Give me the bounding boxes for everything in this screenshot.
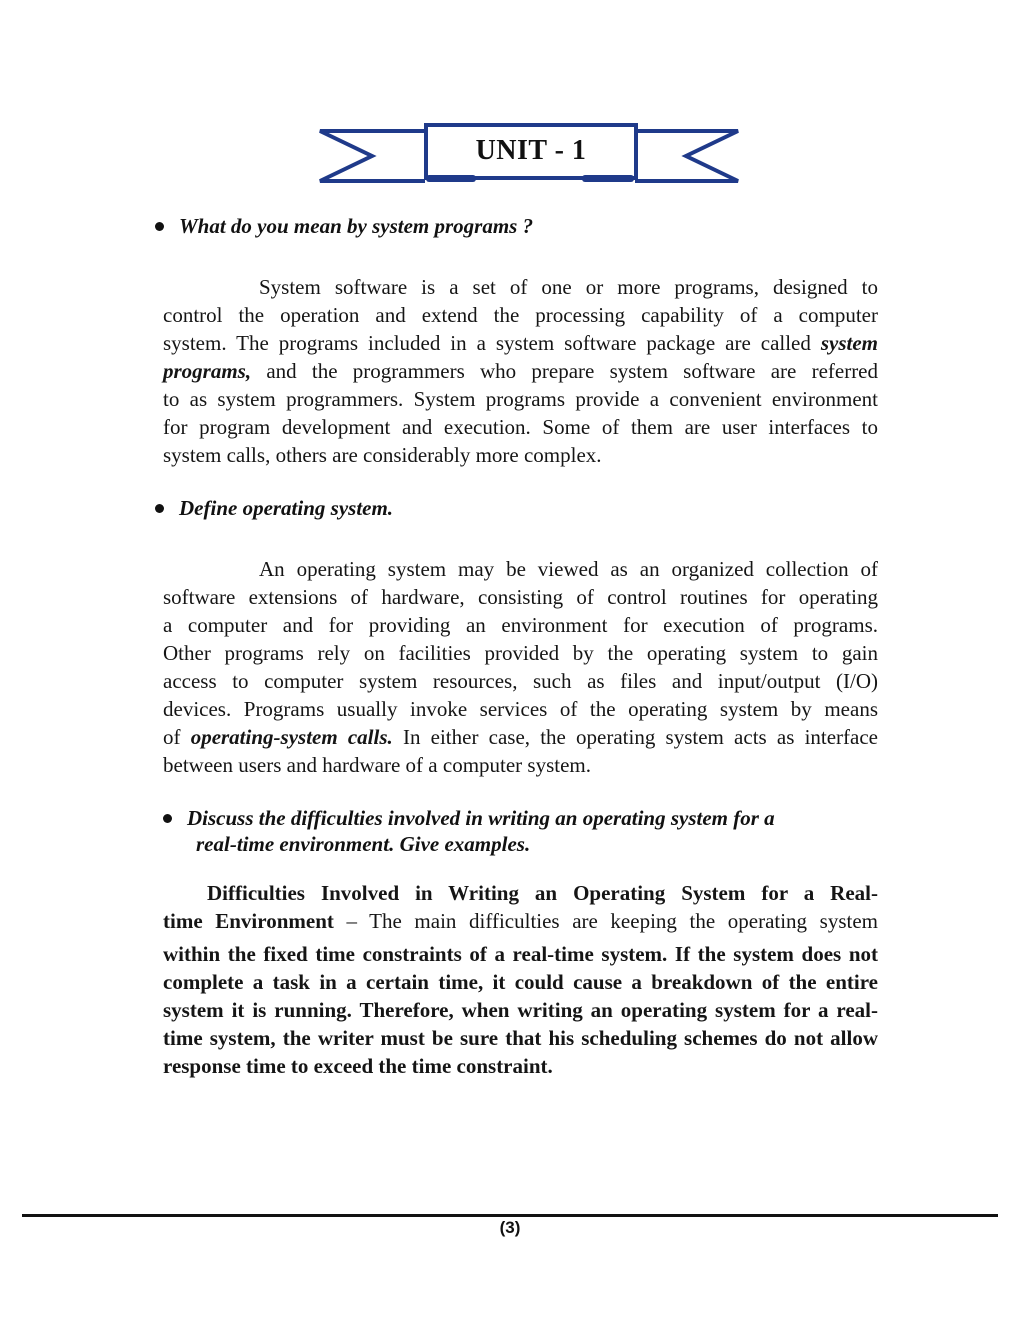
answer-line: for program development and execution. Some of them are user interfaces to bbox=[163, 415, 878, 439]
question-line: real-time environment. Give examples. bbox=[196, 832, 531, 856]
answer-heading-line: Difficulties Involved in Writing an Operating System for a Real- bbox=[207, 881, 878, 905]
answer-line: devices. Programs usually invoke services of the operating system by means bbox=[163, 697, 878, 721]
answer-line: a computer and for providing an environment for execution of programs. bbox=[163, 613, 878, 637]
answer-line: Other programs rely on facilities provided by the operating system to gain bbox=[163, 641, 878, 665]
answer-system-programs bbox=[163, 273, 878, 469]
bullet-icon bbox=[155, 504, 164, 513]
page-number: (3) bbox=[499, 1218, 521, 1237]
answer-line: to as system programmers. System programs provide a convenient environment bbox=[163, 387, 878, 411]
answer-text: system. The programs included in a system software package are called bbox=[163, 331, 811, 355]
answer-line: software extensions of hardware, consisting of control routines for operating bbox=[163, 585, 878, 609]
emphasis-term: programs, bbox=[163, 359, 252, 383]
answer-heading: time Environment bbox=[163, 909, 334, 933]
answer-line: control the operation and extend the processing capability of a computer bbox=[163, 303, 878, 327]
question-define-os bbox=[155, 496, 393, 521]
answer-line: within the fixed time constraints of a real-time system. If the system does not bbox=[163, 942, 878, 966]
answer-line: system it is running. Therefore, when writing an operating system for a real- bbox=[163, 998, 878, 1022]
answer-line bbox=[163, 329, 878, 357]
answer-line bbox=[163, 357, 878, 385]
answer-line: System software is a set of one or more programs, designed to bbox=[259, 275, 878, 299]
question-text: Discuss the difficulties involved in writing an operating system for a bbox=[187, 806, 775, 830]
bullet-icon bbox=[163, 814, 172, 823]
bullet-icon bbox=[155, 222, 164, 231]
answer-line: An operating system may be viewed as an organized collection of bbox=[259, 557, 878, 581]
footer-divider bbox=[22, 1214, 998, 1217]
question-line bbox=[163, 805, 863, 831]
answer-realtime-os bbox=[163, 879, 878, 1080]
emphasis-term: system bbox=[820, 331, 879, 355]
answer-line bbox=[163, 723, 878, 751]
answer-line: time system, the writer must be sure that his scheduling schemes do not allow bbox=[163, 1026, 878, 1050]
question-realtime-os bbox=[163, 805, 863, 857]
answer-line bbox=[163, 907, 878, 935]
answer-line: access to computer system resources, such as files and input/output (I/O) bbox=[163, 669, 878, 693]
answer-text: – The main difficulties are keeping the operating system bbox=[333, 909, 878, 933]
unit-banner bbox=[300, 112, 750, 192]
answer-define-os bbox=[163, 555, 878, 779]
unit-title: UNIT - 1 bbox=[475, 135, 587, 166]
question-system-programs bbox=[155, 214, 533, 239]
answer-text: In either case, the operating system acts as interface bbox=[402, 725, 879, 749]
emphasis-term: operating-system calls. bbox=[190, 725, 393, 749]
answer-text: and the programmers who prepare system software are referred bbox=[266, 359, 879, 383]
answer-text: of bbox=[163, 725, 181, 749]
question-text: Define operating system. bbox=[179, 496, 394, 520]
answer-line: response time to exceed the time constraint. bbox=[163, 1054, 553, 1078]
answer-line: complete a task in a certain time, it could cause a breakdown of the entire bbox=[163, 970, 878, 994]
question-text: What do you mean by system programs ? bbox=[179, 214, 534, 238]
answer-line: between users and hardware of a computer system. bbox=[163, 753, 592, 777]
answer-line: system calls, others are considerably more complex. bbox=[163, 443, 602, 467]
